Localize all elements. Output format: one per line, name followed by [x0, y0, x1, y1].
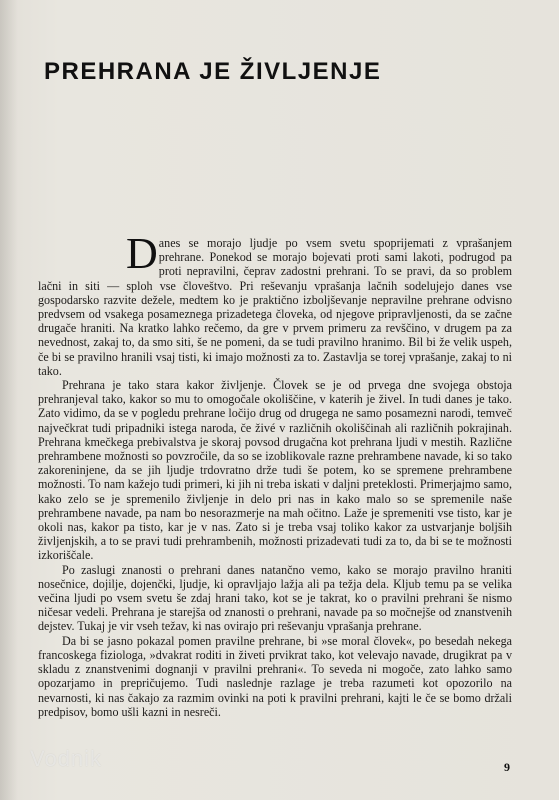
paragraph-1 — [38, 229, 512, 378]
paragraph-2: Prehrana je tako stara kakor življenje. Človek se je od prvega dne svojega obstoja prehranjeval tako, kakor so mu to omogočale okoliščine, v katerih je živel. In tudi danes je tako. Zato vidimo, da se v pogledu prehrane ločijo drug od drugega ne samo posamezni narodi, temveč največkrat tudi pripadniki istega naroda, če živé v različnih okoliščinah ali različnih pokrajinah. Prehrana kmečkega prebivalstva je skoraj povsod drugačna kot prehrana ljudi v mestih. Različne prehrambene možnosti so povzročile, da so se izoblikovale razne prehrambene navade, ki so tako zakoreninjene, da se jih ljudje trdovratno drže tudi še potem, ko se spremene prehrambene možnosti. To nam kažejo tudi primeri, ki jih ni treba iskati v daljni preteklosti. Primerjajmo samo, kako zelo se je spremenilo življenje in delo pri nas in kako malo so se spremenile naše prehrambene navade, pa nam bo nesorazmerje na mah očitno. Laže je spremeniti vse tisto, kar je okoli nas, kakor pa tisto, kar je v nas. Zato si je treba vsaj toliko kakor za ustvarjanje boljših življenjskih, a to se pravi tudi prehrambenih, možnosti prizadevati tudi za to, da bi se te možnosti izkoriščale. — [38, 378, 512, 563]
paragraph-1-text: anes se morajo ljudje po vsem svetu spoprijemati z vprašanjem prehrane. Ponekod se morajo bojevati proti sami lakoti, podrugod pa proti nepravilni, čeprav zadostni prehrani. To se pravi, da so problem lačni in siti — sploh vse človeštvo. Pri reševanju vprašanja lačnih sodelujejo danes vse gospodarsko razvite dežele, medtem ko je praktično izboljševanje nepravilne prehrane odvisno predvsem od vsakega posameznega prizadetega človeka, od njegove pripravljenosti, da se začne drugače hraniti. Na kratko lahko rečemo, da gre v prvem primeru za revščino, v drugem pa za nevednost, zakaj to, da smo siti, še ne pomeni, da se tudi pravilno hranimo. Bil bi že velik uspeh, če bi se pravilno hranili vsaj tisti, ki imajo možnosti za to. Zastavlja se torej vprašanje, zakaj to ni tako. — [38, 236, 512, 378]
page-number: 9 — [504, 760, 510, 774]
article-body — [38, 229, 512, 719]
paragraph-4: Da bi se jasno pokazal pomen pravilne prehrane, bi »se moral človek«, po besedah nekega francoskega fiziologa, »dvakrat roditi in živeti prvikrat tako, kot velevajo navade, drugikrat pa v skladu z znanstvenimi dognanji v pravilni prehrani«. To seveda ni mogoče, zato lahko samo opozarjamo in prepričujemo. Tudi naslednje razlage je treba razumeti kot opozorilo na nevarnosti, ki nas čakajo za razmim ovinki na poti k pravilni prehrani, kajti le če se bomo držali predpisov, bomo ušli kazni in nesreči. — [38, 633, 512, 719]
watermark-logo: Vodnik — [30, 746, 103, 771]
paragraph-3: Po zaslugi znanosti o prehrani danes natančno vemo, kako se morajo pravilno hraniti nosečnice, dojilje, dojenčki, ljudje, ki opravljajo lažja ali pa težja dela. Kljub temu pa se velika večina ljudi po vsem svetu še zdaj hrani tako, kot se je takrat, ko o pravilni prehrani še nismo ničesar vedeli. Prehrana je starejša od znanosti o prehrani, navade pa so močnejše od znanstvenih dejstev. Tukaj je vir vseh težav, ki nas ovirajo pri reševanju vprašanja prehrane. — [38, 562, 512, 634]
chapter-title: PREHRANA JE ŽIVLJENJE — [44, 58, 382, 85]
drop-cap: D — [126, 229, 158, 278]
